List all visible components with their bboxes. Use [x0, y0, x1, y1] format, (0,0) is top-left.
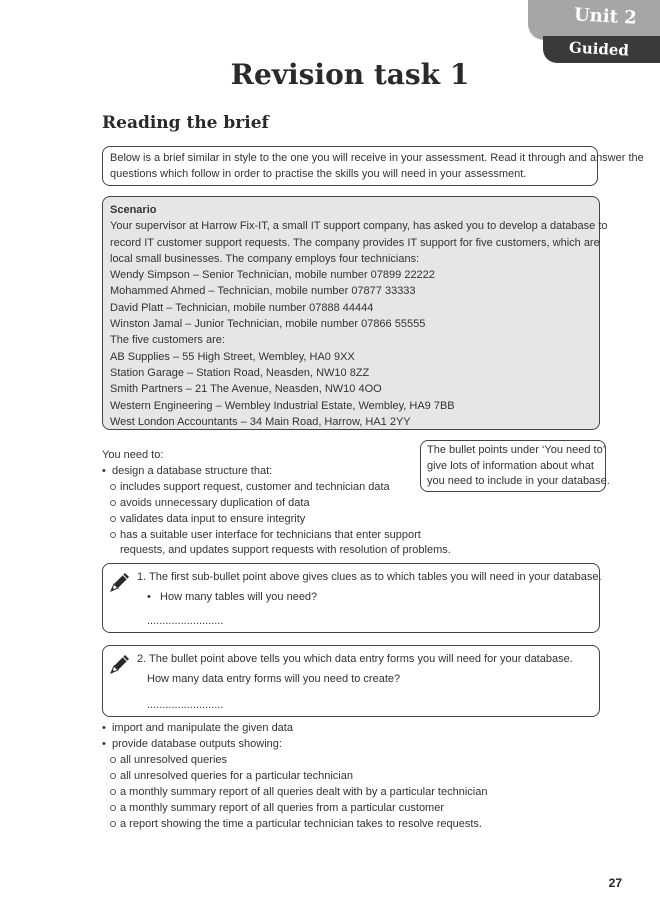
- sub-bullet-continuation: requests, and updates support requests with resolution of problems.: [120, 544, 451, 556]
- guided-label: Guided: [568, 38, 630, 60]
- circle-bullet-icon: [110, 532, 116, 538]
- question-1-box: [102, 563, 600, 633]
- intro-line: questions which follow in order to practise the skills you will need in your assessment.: [110, 168, 527, 181]
- list-item: • provide database outputs showing:: [102, 738, 282, 750]
- sub-bullet-text: a monthly summary report of all queries from a particular customer: [120, 802, 445, 814]
- intro-line: Below is a brief similar in style to the one you will receive in your assessment. Read it through and answer the: [110, 152, 644, 164]
- list-item: [110, 752, 227, 768]
- list-item: [110, 800, 444, 816]
- hint-note-box: [420, 440, 610, 492]
- pencil-icon: [108, 652, 132, 676]
- circle-bullet-icon: [110, 516, 116, 522]
- circle-bullet-icon: [110, 484, 116, 490]
- scenario-line: AB Supplies – 55 High Street, Wembley, HA0 9XX: [110, 350, 355, 363]
- scenario-line: local small businesses. The company employs four technicians:: [110, 252, 420, 265]
- question-text: 2. The bullet point above tells you which data entry forms you will need for your database.: [137, 653, 573, 665]
- sub-bullet-text: a monthly summary report of all queries dealt with by a particular technician: [120, 786, 488, 798]
- question-sub: • How many tables will you need?: [147, 591, 318, 603]
- sub-bullet-text: includes support request, customer and technician data: [120, 481, 390, 493]
- question-2-box: [102, 645, 600, 717]
- unit-tab: [528, 0, 660, 40]
- scenario-line: record IT customer support requests. The company provides IT support for five customers, which are: [110, 236, 600, 249]
- circle-bullet-icon: [110, 789, 116, 795]
- sub-bullet-text: all unresolved queries for a particular technician: [120, 770, 353, 782]
- circle-bullet-icon: [110, 773, 116, 779]
- scenario-line: David Platt – Technician, mobile number 07888 44444: [110, 301, 374, 314]
- list-item: [110, 495, 310, 511]
- question-text: 1. The first sub-bullet point above gives clues as to which tables you will need in your database.: [137, 571, 602, 583]
- question-sub-text: How many tables will you need?: [160, 591, 318, 603]
- scenario-line: Western Engineering – Wembley Industrial Estate, Wembley, HA9 7BB: [110, 399, 455, 412]
- circle-bullet-icon: [110, 757, 116, 763]
- scenario-line: Your supervisor at Harrow Fix-IT, a small IT support company, has asked you to develop a database to: [110, 220, 608, 233]
- scenario-line: Winston Jamal – Junior Technician, mobile number 07866 55555: [110, 318, 426, 331]
- scenario-box: [102, 196, 608, 430]
- note-line: you need to include in your database.: [427, 475, 610, 487]
- scenario-heading: Scenario: [110, 204, 157, 216]
- list-item: [110, 511, 305, 527]
- need-to-intro: You need to:: [102, 449, 164, 461]
- list-item: [110, 768, 353, 784]
- list-item: • design a database structure that:: [102, 465, 273, 477]
- bullet-text: import and manipulate the given data: [111, 722, 293, 734]
- scenario-line: The five customers are:: [110, 334, 225, 347]
- sub-bullet-text: all unresolved queries: [120, 754, 228, 766]
- list-item: • import and manipulate the given data: [102, 722, 293, 734]
- list-item: [110, 816, 482, 832]
- scenario-line: Mohammed Ahmed – Technician, mobile number 07877 33333: [110, 285, 416, 298]
- answer-line: .........................: [147, 615, 224, 627]
- list-item: [110, 784, 487, 800]
- sub-bullet-text: has a suitable user interface for technicians that enter support: [120, 529, 421, 541]
- sub-bullet-text: avoids unnecessary duplication of data: [120, 497, 310, 509]
- unit-label: Unit 2: [573, 4, 638, 29]
- bullet-text: provide database outputs showing:: [111, 738, 282, 750]
- scenario-line: Wendy Simpson – Senior Technician, mobile number 07899 22222: [110, 269, 435, 282]
- note-line: The bullet points under ‘You need to’: [427, 444, 606, 456]
- circle-bullet-icon: [110, 500, 116, 506]
- circle-bullet-icon: [110, 821, 116, 827]
- answer-line: .........................: [147, 699, 224, 711]
- question-sub: How many data entry forms will you need to create?: [147, 673, 401, 685]
- section-title: Reading the brief: [102, 113, 269, 133]
- page-title: Revision task 1: [230, 58, 470, 91]
- scenario-line: Station Garage – Station Road, Neasden, NW10 8ZZ: [110, 366, 370, 379]
- list-item: [110, 479, 390, 495]
- pencil-icon: [108, 570, 132, 594]
- page-number: 27: [608, 876, 622, 890]
- intro-box: [102, 146, 644, 186]
- scenario-line: Smith Partners – 21 The Avenue, Neasden, NW10 4OO: [110, 383, 382, 396]
- bullet-text: design a database structure that:: [111, 465, 273, 477]
- circle-bullet-icon: [110, 805, 116, 811]
- sub-bullet-text: a report showing the time a particular technician takes to resolve requests.: [120, 818, 482, 830]
- sub-bullet-text: validates data input to ensure integrity: [120, 513, 306, 525]
- list-item: [110, 527, 421, 543]
- scenario-line: West London Accountants – 34 Main Road, Harrow, HA1 2YY: [110, 415, 411, 428]
- note-line: give lots of information about what: [427, 459, 594, 472]
